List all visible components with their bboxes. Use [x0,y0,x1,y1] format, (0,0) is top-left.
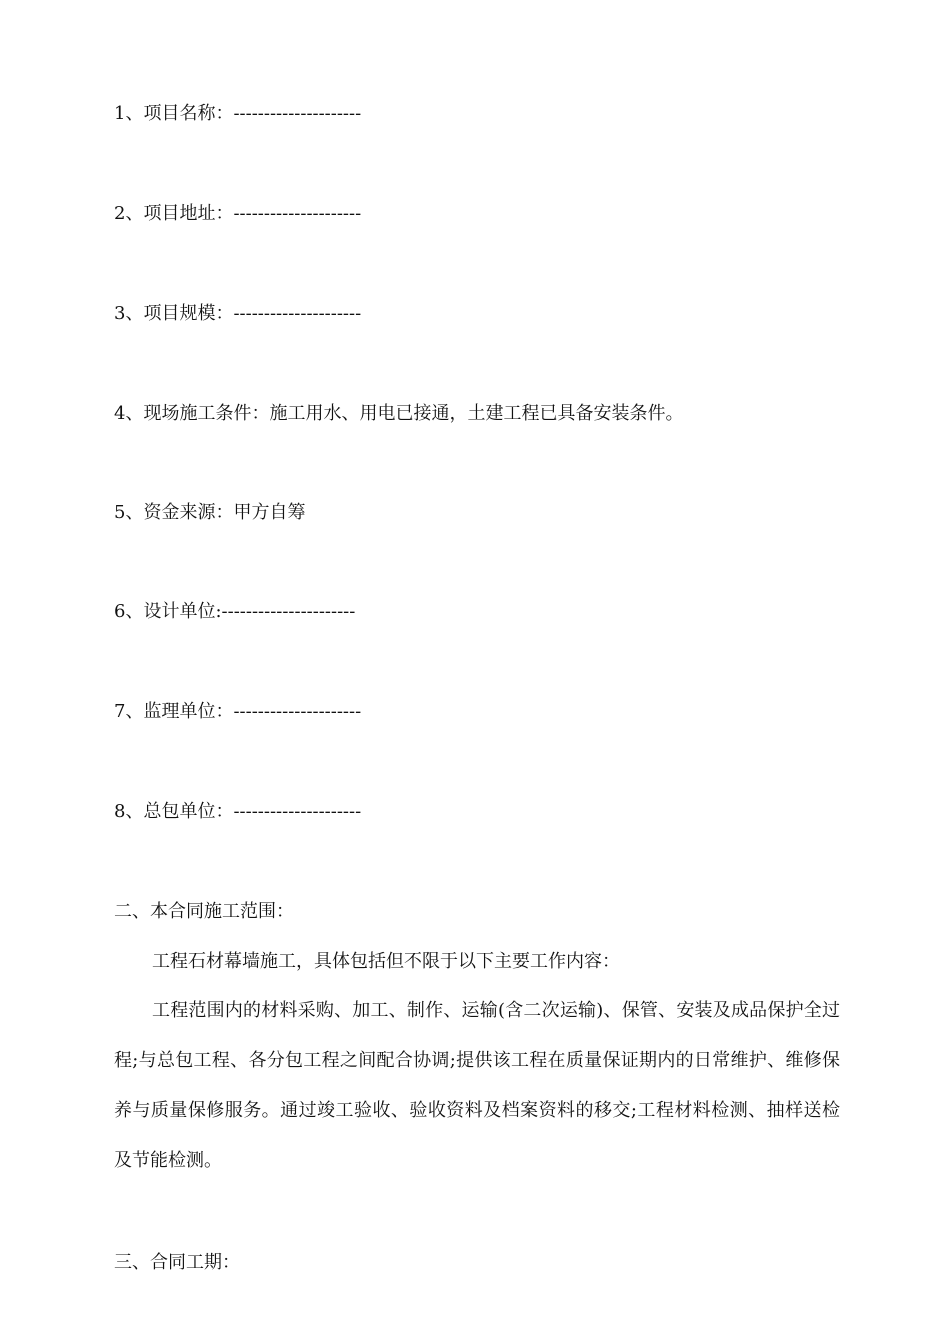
item-label: 4、现场施工条件： [114,403,270,424]
item-label: 2、项目地址： [114,203,234,224]
item-project-address [114,202,361,226]
scope-body-paragraph: 工程范围内的材料采购、加工、制作、运输(含二次运输)、保管、安装及成品保护全过程;与总包工程、各分包工程之间配合协调;提供该工程在质量保证期内的日常维护、维修保养与质量保修服务。通过竣工验收、验收资料及档案资料的移交;工程材料检测、抽样送检及节能检测。 [114,1000,840,1171]
item-general-contractor [114,800,361,824]
item-supervision-unit [114,700,361,724]
item-label: 7、监理单位： [114,701,234,722]
item-label: 6、设计单位: [114,601,222,622]
item-project-scale [114,302,361,326]
item-label: 1、项目名称： [114,103,234,124]
item-value: 甲方自筹 [233,502,306,523]
item-value-blank: --------------------- [233,701,362,722]
item-design-unit [114,600,355,624]
item-label: 8、总包单位： [114,801,234,822]
item-value-blank: --------------------- [233,303,362,324]
item-site-conditions [114,402,683,426]
item-label: 3、项目规模： [114,303,234,324]
item-value-blank: --------------------- [233,801,362,822]
item-label: 5、资金来源： [114,502,234,523]
section-heading-duration: 三、合同工期： [114,1252,240,1273]
item-value: 施工用水、用电已接通，土建工程已具备安装条件。 [269,403,684,424]
item-value-blank: --------------------- [233,203,362,224]
item-project-name [114,102,361,126]
item-value-blank: --------------------- [233,103,362,124]
item-value-blank: ---------------------- [221,601,356,622]
scope-intro-paragraph: 工程石材幕墙施工，具体包括但不限于以下主要工作内容： [152,951,620,972]
section-heading-scope: 二、本合同施工范围： [114,901,294,922]
item-funding-source [114,501,305,525]
